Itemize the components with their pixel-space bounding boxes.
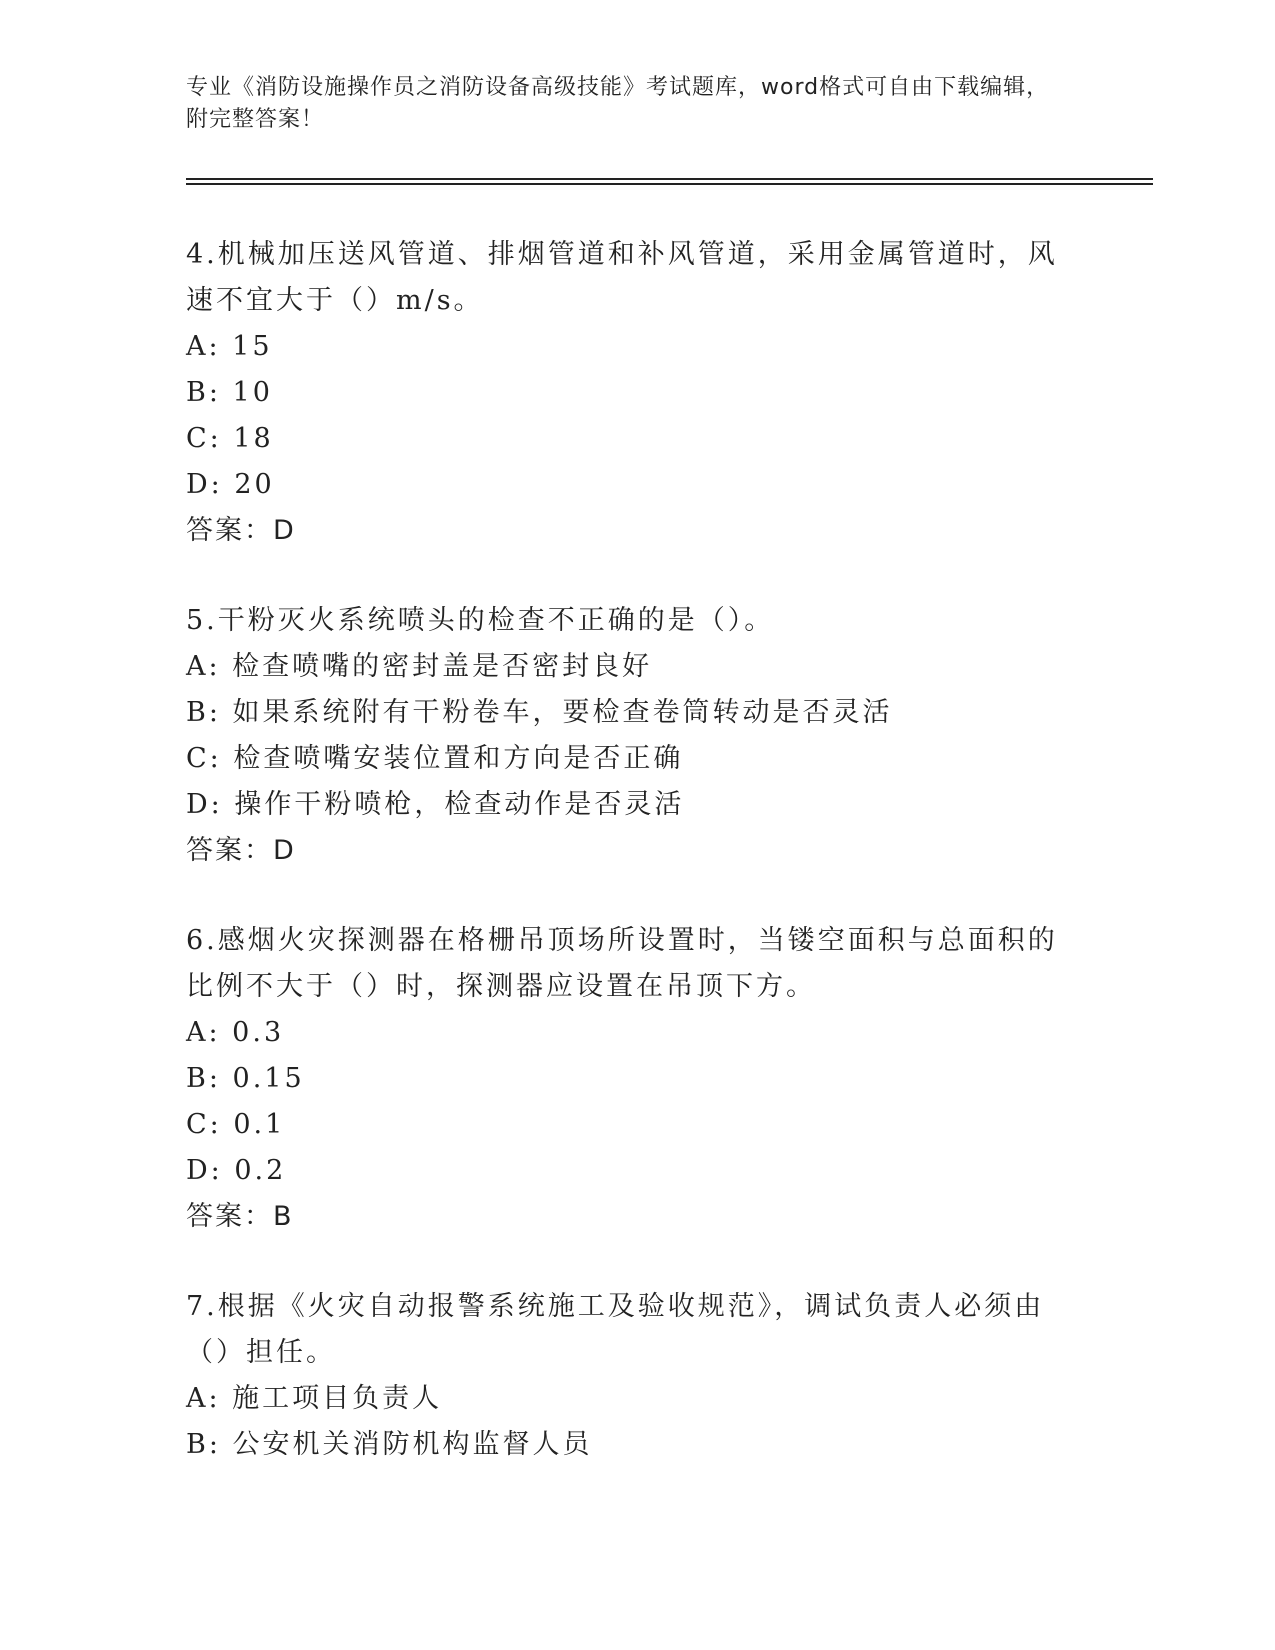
option-d: D: 0.2 [186,1155,287,1186]
option-a: A: 15 [186,331,273,362]
option-c: C: 检查喷嘴安装位置和方向是否正确 [186,743,684,774]
option-a: A: 施工项目负责人 [186,1383,443,1414]
option-c: C: 18 [186,423,274,454]
question-list [186,232,1066,1512]
header-divider-bottom [186,183,1153,185]
question-stem: 4.机械加压送风管道、排烟管道和补风管道，采用金属管道时，风速不宜大于（）m/s。 [186,239,1058,316]
document-header: 专业《消防设施操作员之消防设备高级技能》考试题库，word格式可自由下载编辑，附完整答案！ [186,75,1050,132]
question-stem: 7.根据《火灾自动报警系统施工及验收规范》，调试负责人必须由（）担任。 [186,1291,1045,1368]
answer-line: 答案：D [186,515,296,546]
option-a: A: 0.3 [186,1017,285,1048]
question-item [186,918,1066,1240]
option-d: D: 20 [186,469,275,500]
answer-line: 答案：B [186,1201,294,1232]
option-a: A: 检查喷嘴的密封盖是否密封良好 [186,651,653,682]
option-c: C: 0.1 [186,1109,286,1140]
question-stem: 5.干粉灭火系统喷头的检查不正确的是（）。 [186,605,775,636]
option-b: B: 0.15 [186,1063,305,1094]
answer-line: 答案：D [186,835,296,866]
option-b: B: 公安机关消防机构监督人员 [186,1429,593,1460]
option-b: B: 10 [186,377,273,408]
option-b: B: 如果系统附有干粉卷车，要检查卷筒转动是否灵活 [186,697,893,728]
option-d: D: 操作干粉喷枪，检查动作是否灵活 [186,789,685,820]
question-stem: 6.感烟火灾探测器在格栅吊顶场所设置时，当镂空面积与总面积的比例不大于（）时，探测器应设置在吊顶下方。 [186,925,1058,1002]
question-item [186,598,1066,874]
header-divider-top [186,178,1153,180]
question-item [186,232,1066,554]
question-item [186,1284,1066,1468]
